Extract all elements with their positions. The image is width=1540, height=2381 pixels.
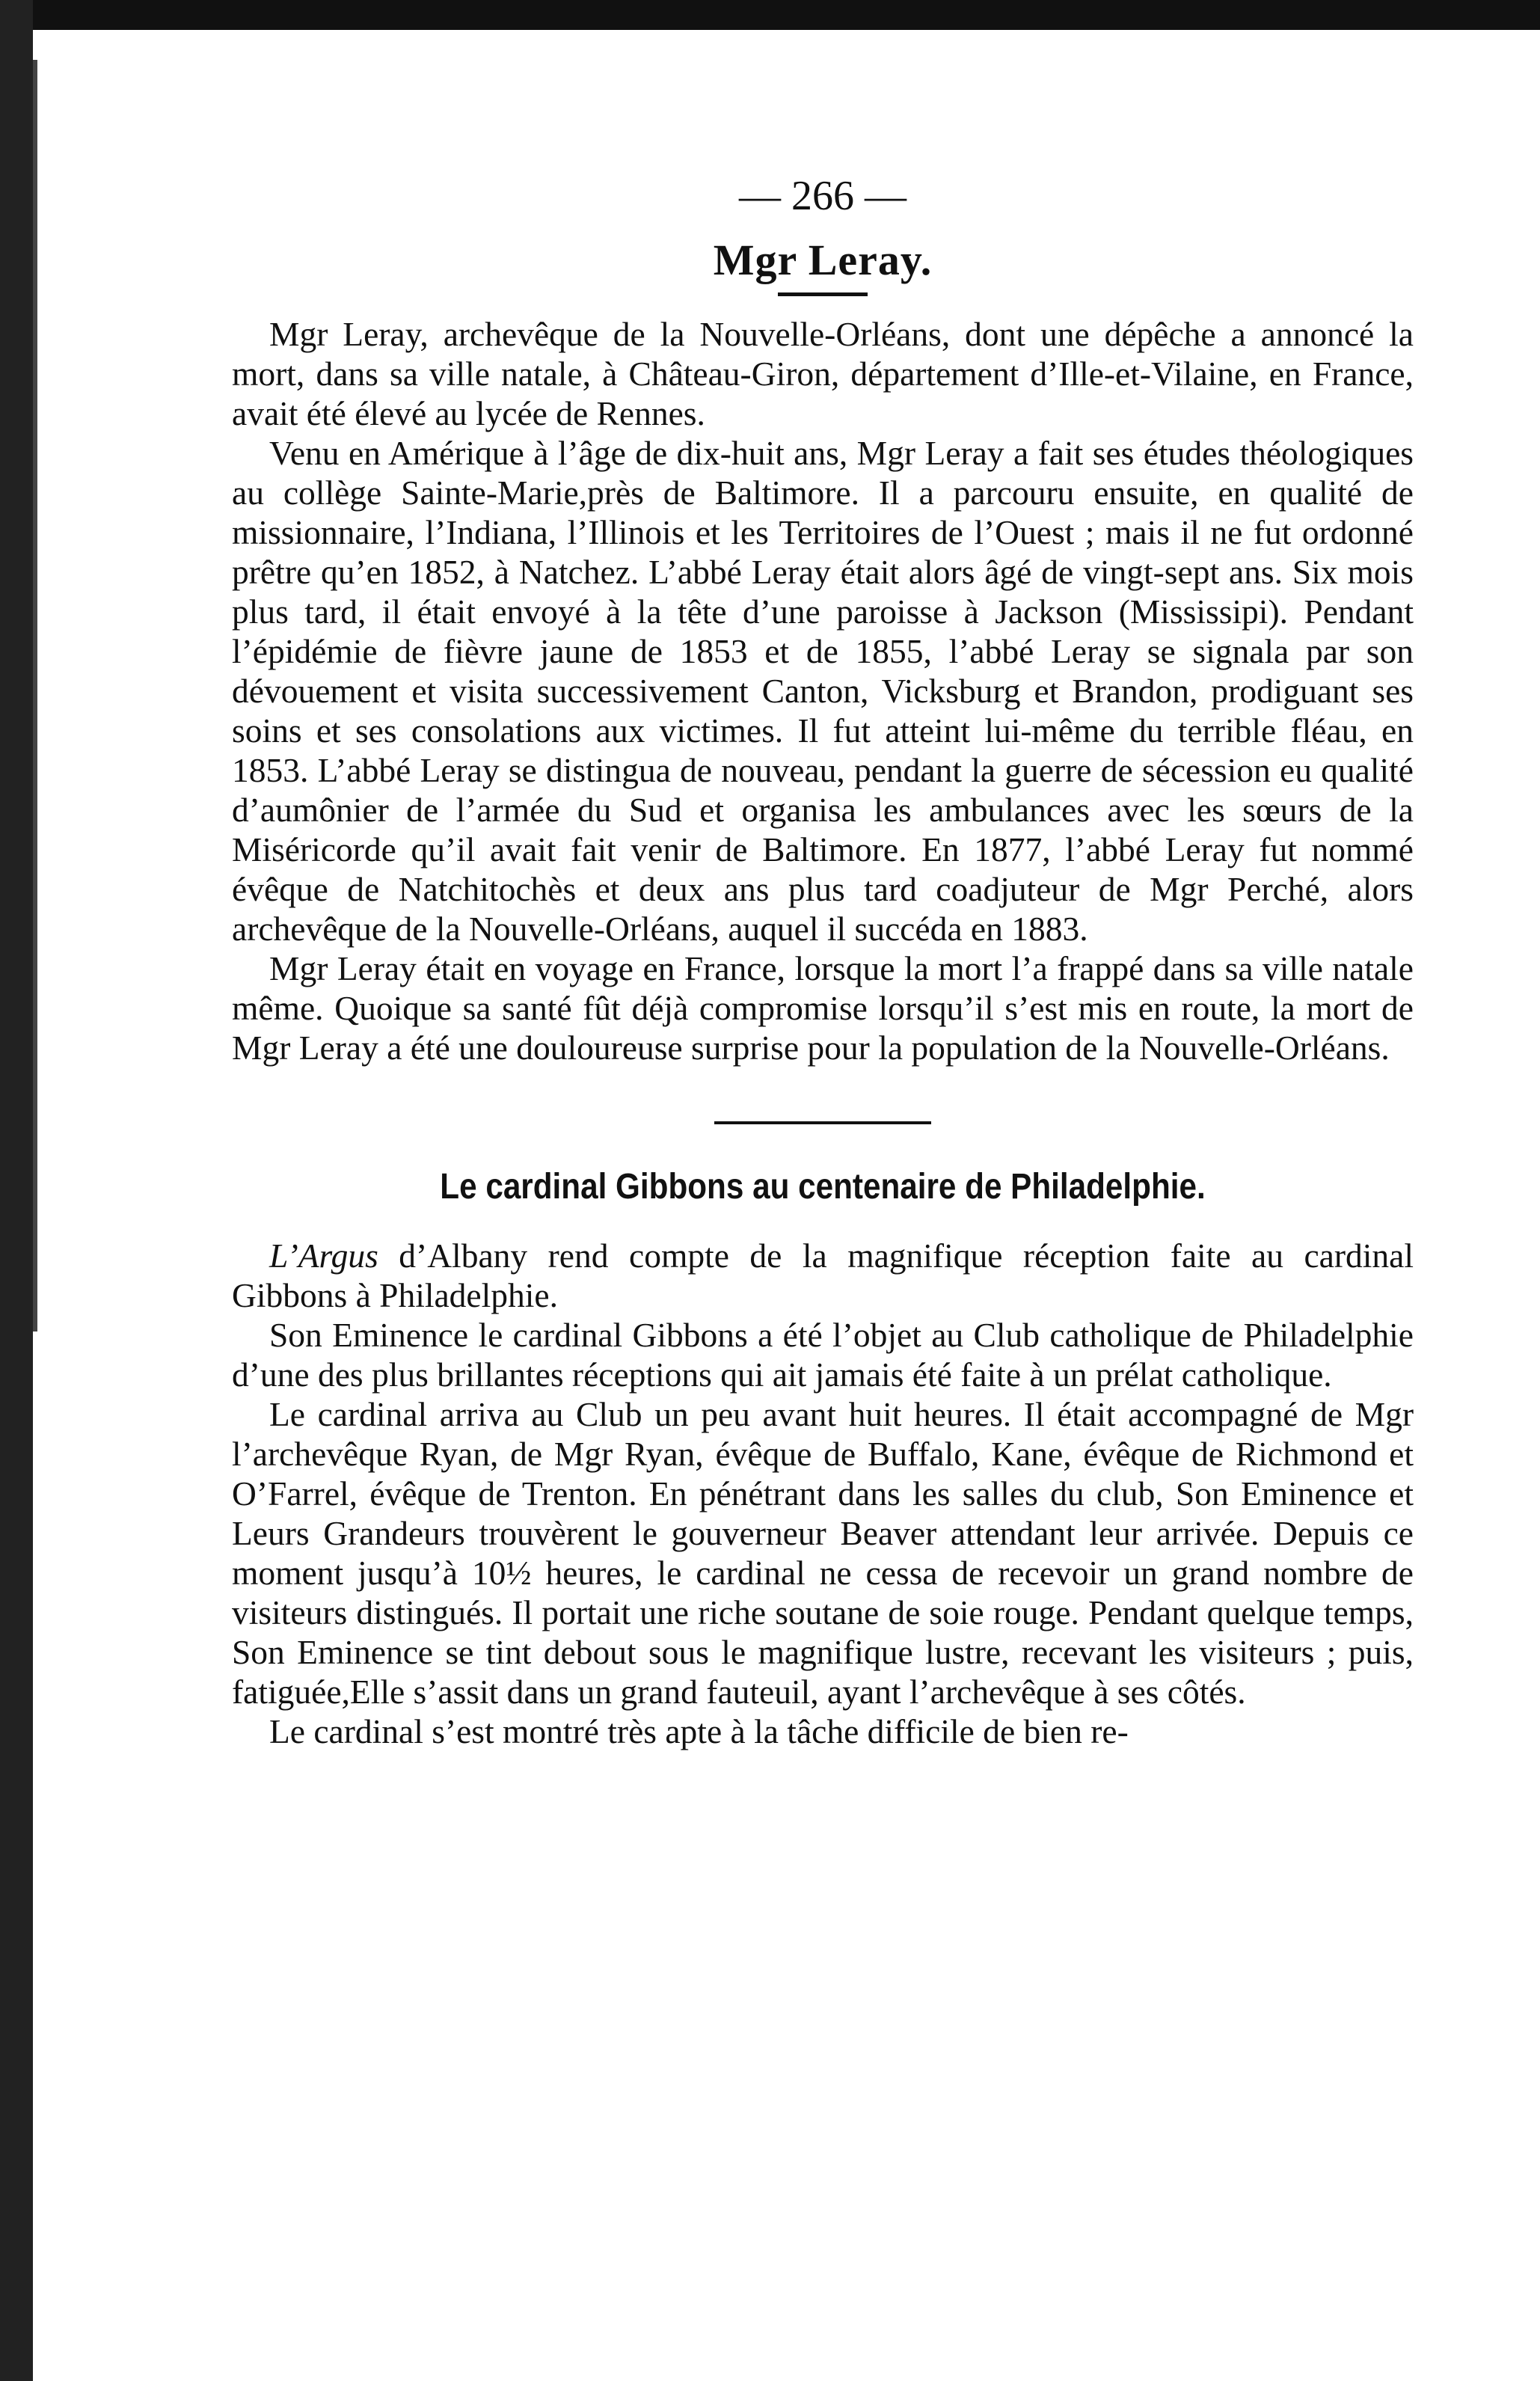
scan-left-border [0, 0, 33, 2381]
article-title-gibbons: Le cardinal Gibbons au centenaire de Philadelphie. [440, 1167, 1206, 1207]
title-rule [778, 292, 868, 296]
paragraph: Mgr Leray, archevêque de la Nouvelle-Orléans, dont une dépêche a annoncé la mort, dans sa ville natale, à Château-Giron, département d’Ille-et-Vilaine, en France, avait été élevé au lycée de Rennes. [232, 315, 1414, 432]
intro-text: d’Albany rend compte de la magnifique réception faite au cardinal Gibbons à Philadelphie. [232, 1237, 1414, 1314]
paragraph: Venu en Amérique à l’âge de dix-huit ans, Mgr Leray a fait ses études théologiques au collège Sainte-Marie,près de Baltimore. Il a parcouru ensuite, en qualité de missionnaire, l’Indiana, l’Illinois et les Territoires de l’Ouest ; mais il ne fut ordonné prêtre qu’en 1852, à Natchez. L’abbé Leray était alors âgé de vingt-sept ans. Six mois plus tard, il était envoyé à la tête d’une paroisse à Jackson (Mississipi). Pendant l’épidémie de fièvre jaune de 1853 et de 1855, l’abbé Leray se signala par son dévouement et visita successivement Canton, Vicksburg et Brandon, prodiguant ses soins et ses consolations aux victimes. Il fut atteint lui-même du terrible fléau, en 1853. L’abbé Leray se distingua de nouveau, pendant la guerre de sécession eu qualité d’aumônier de l’armée du Sud et organisa les ambulances avec les sœurs de la Miséricorde qu’il avait fait venir de Baltimore. En 1877, l’abbé Leray fut nommé évêque de Natchitochès et deux ans plus tard coadjuteur de Mgr Perché, alors archevêque de la Nouvelle-Orléans, auquel il succéda en 1883. [232, 434, 1414, 948]
section-divider [714, 1121, 931, 1124]
paragraph-intro [232, 1236, 1414, 1315]
page-body [232, 172, 1414, 1751]
publication-name: L’Argus [269, 1237, 378, 1275]
scan-top-border [0, 0, 1540, 30]
paragraph: Son Eminence le cardinal Gibbons a été l’objet au Club catholique de Philadelphie d’une des plus brillantes réceptions qui ait jamais été faite à un prélat catholique. [232, 1316, 1414, 1394]
paragraph: Le cardinal arriva au Club un peu avant huit heures. Il était accompagné de Mgr l’archevêque Ryan, de Mgr Ryan, évêque de Buffalo, Kane, évêque de Richmond et O’Farrel, évêque de Trenton. En pénétrant dans les salles du club, Son Eminence et Leurs Grandeurs trouvèrent le gouverneur Beaver attendant leur arrivée. Depuis ce moment jusqu’à 10½ heures, le cardinal ne cessa de recevoir un grand nombre de visiteurs distingués. Il portait une riche soutane de soie rouge. Pendant quelque temps, Son Eminence se tint debout sous le magnifique lustre, recevant les visiteurs ; puis, fatiguée,Elle s’assit dans un grand fauteuil, ayant l’archevêque à ses côtés. [232, 1395, 1414, 1711]
page-number: — 266 — [739, 173, 906, 219]
paragraph: Le cardinal s’est montré très apte à la tâche difficile de bien re- [269, 1712, 1129, 1750]
paragraph: Mgr Leray était en voyage en France, lorsque la mort l’a frappé dans sa ville natale même. Quoique sa santé fût déjà compromise lorsqu’il s’est mis en route, la mort de Mgr Leray a été une douloureuse surprise pour la population de la Nouvelle-Orléans. [232, 949, 1414, 1067]
scan-binding-shadow [33, 60, 37, 1332]
article-title-leray: Mgr Leray. [713, 236, 933, 284]
